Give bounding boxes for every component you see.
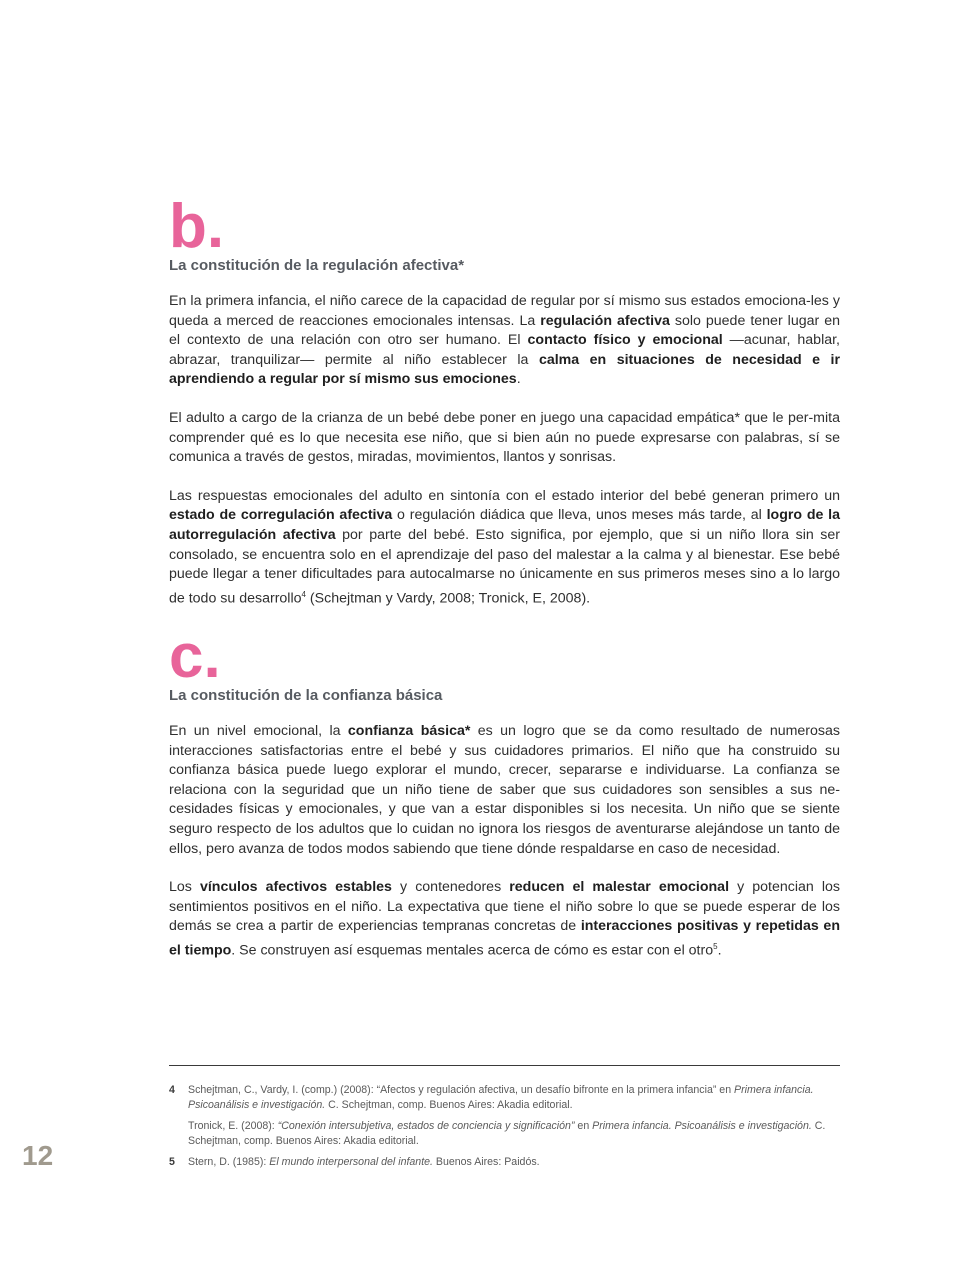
section-letter-c: c. (169, 622, 221, 691)
paragraph-b2: El adulto a cargo de la crianza de un bebé debe poner en juego una capacidad empática* que le per-mita comprender qué es lo que necesita ese niño, que si bien aún no puede expresarse con palabras, sí se comunica a través de gestos, miradas, movimientos, llantos y sonrisas. (169, 409, 840, 466)
footnote-5-citation: Stern, D. (1985): El mundo interpersonal del infante. Buenos Aires: Paidós. (188, 1156, 540, 1168)
footnote-4-citation-a: Schejtman, C., Vardy, I. (comp.) (2008): “Afectos y regulación afectiva, un desafío bifronte en la primera infancia” en Primera infancia. Psicoanálisis e investigación. C. Schejtman, comp. Buenos Aires: Akadia editorial. (188, 1084, 814, 1111)
footnote-number-5: 5 (169, 1156, 175, 1168)
section-title-c: La constitución de la confianza básica (169, 687, 443, 704)
footnote-ref-5: 5 (713, 941, 718, 951)
footnotes (169, 1083, 840, 1176)
footnote-4 (169, 1083, 840, 1149)
footnote-divider (169, 1065, 840, 1066)
section-c-body (169, 722, 840, 961)
footnote-5 (169, 1155, 840, 1170)
footnote-ref-4: 4 (301, 589, 306, 599)
section-b-body (169, 292, 840, 609)
footnote-number-4: 4 (169, 1084, 175, 1096)
paragraph-b1: En la primera infancia, el niño carece de la capacidad de regular por sí mismo sus estados emociona-les y queda a merced de reacciones emocionales intensas. La regulación afectiva solo puede tener lugar en el contexto de una relación con otro ser humano. El contacto físico y emocional —acunar, hablar, abrazar, tranquilizar— permite al niño establecer la calma en situaciones de necesidad e ir aprendiendo a regular por sí mismo sus emociones. (169, 293, 841, 388)
footnote-4-citation-b: Tronick, E. (2008): “Conexión intersubjetiva, estados de conciencia y significación” en Primera infancia. Psicoanálisis e investigación. C. Schejtman, comp. Buenos Aires: Akadia editorial. (188, 1120, 826, 1147)
paragraph-c2: Los vínculos afectivos estables y contenedores reducen el malestar emocional y potencian los sentimientos positivos en el niño. La expectativa que tiene el niño sobre lo que se puede esperar de los demás se crea a partir de experiencias tempranas concretas de interacciones positivas y repetidas en el tiempo. Se construyen así esquemas mentales acerca de cómo es estar con el otro$^5$. (169, 879, 841, 959)
paragraph-c1: En un nivel emocional, la confianza básica* es un logro que se da como resultado de numerosas interacciones satisfactorias entre el bebé y sus cuidadores primarios. El niño que ha construido su confianza básica puede luego explorar el mundo, crecer, separarse e individuarse. La confianza se relaciona con la seguridad que un niño tiene de saber que sus cuidadores son sensibles a sus ne-cesidades físicas y emocionales, y que van a estar disponibles si los necesita. Un niño que se siente seguro respecto de los adultos que lo cuidan no ignora los riesgos de aventurarse alejándose un tanto de ellos, pero avanza de todos modos sabiendo que tiene dónde respaldarse en caso de necesidad. (169, 723, 840, 857)
paragraph-b3: Las respuestas emocionales del adulto en sintonía con el estado interior del bebé generan primero un estado de corregulación afectiva o regulación diádica que lleva, unos meses más tarde, al logro de la autorregulación afectiva por parte del bebé. Esto significa, por ejemplo, que si un niño llora sin ser consolado, se encuentra solo en el aprendizaje del paso del malestar a la calma y al bienestar. Ese bebé puede llegar a tener dificultades para autocalmarse no únicamente en sus primeros meses sino a lo largo de todo su desarrollo$^4$ (Schejtman y Vardy, 2008; Tronick, E, 2008). (169, 487, 840, 607)
section-title-b: La constitución de la regulación afectiva* (169, 257, 465, 274)
page-number: 12 (22, 1140, 54, 1171)
section-letter-b: b. (169, 192, 225, 261)
